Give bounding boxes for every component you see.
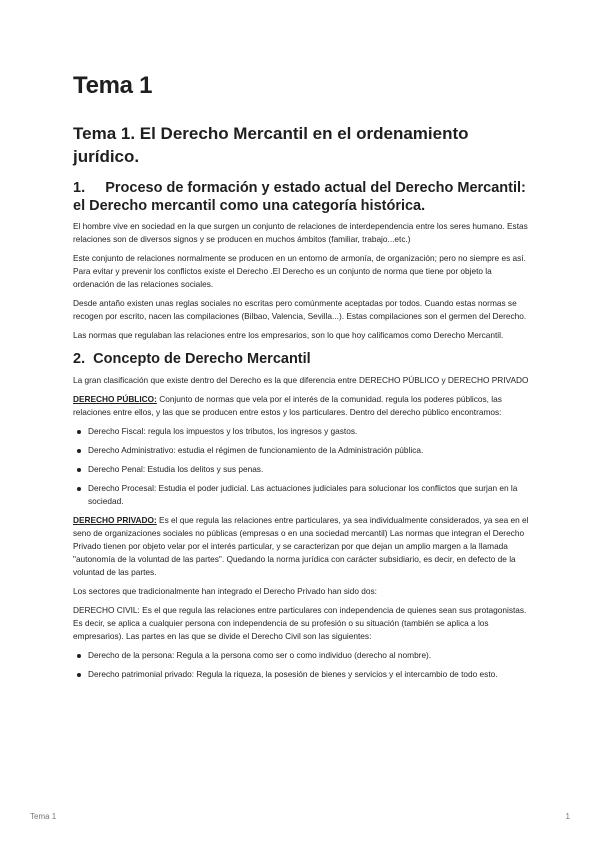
derecho-civil-paragraph: DERECHO CIVIL: Es el que regula las relaciones entre particulares con independencia de quienes sean sus protagonistas. Es decir, se aplica a cualquier persona con independencia de su profesión o su situación (también se aplica a los empresarios). Las partes en las que se divide el Derecho Civil son las siguientes: xyxy=(73,605,527,641)
footer-title: Tema 1 xyxy=(30,812,57,821)
derecho-publico-list xyxy=(73,425,529,508)
list-item: Derecho Fiscal: regula los impuestos y los tributos, los ingresos y gastos. xyxy=(88,425,529,438)
derecho-privado-text: Es el que regula las relaciones entre particulares, ya sea individualmente considerados, ya sea en el seno de organizaciones sociales no públicas (empresas o en una sociedad mercantil) Las normas que integran el Derecho Privado tienen por objeto velar por el interés particular, y se caracterizan por que dejan un amplio margen a la llamada "autonomía de la voluntad de las partes". Quedando la norma jurídica con carácter subsidiario, es decir, en defecto de la voluntad de las partes. xyxy=(73,515,529,577)
derecho-publico-paragraph xyxy=(73,393,529,419)
main-heading: Tema 1. El Derecho Mercantil en el ordenamiento jurídico. xyxy=(73,124,469,166)
derecho-publico-label: DERECHO PÚBLICO: xyxy=(73,394,157,404)
page-footer xyxy=(30,812,570,821)
list-item: Derecho Penal: Estudia los delitos y sus penas. xyxy=(88,463,529,476)
section-2-heading: 2. Concepto de Derecho Mercantil xyxy=(73,351,311,367)
paragraph: Este conjunto de relaciones normalmente se producen en un entorno de armonía, de organización; pero no siempre es así. Para evitar y prevenir los conflictos existe el Derecho .El Derecho es un conjunto de norma que tiene por objeto la ordenación de las relaciones sociales. xyxy=(73,253,526,289)
derecho-privado-label: DERECHO PRIVADO: xyxy=(73,515,157,525)
paragraph: Desde antaño existen unas reglas sociales no escritas pero comúnmente aceptadas por todos. Cuando estas normas se recogen por escrito, nacen las compilaciones (Bilbao, Valencia, Sevilla...). Estas compilaciones son el germen del Derecho. xyxy=(73,298,527,321)
list-item: Derecho Procesal: Estudia el poder judicial. Las actuaciones judiciales para solucionar los conflictos que surjan en la sociedad. xyxy=(88,482,529,508)
derecho-publico-text: Conjunto de normas que vela por el interés de la comunidad. regula los poderes públicos, las relaciones entre ellos, y las que se producen entre estos y los particulares. Dentro del derecho público encontramos: xyxy=(73,394,502,417)
list-item: Derecho Administrativo: estudia el régimen de funcionamiento de la Administración pública. xyxy=(88,444,529,457)
paragraph: El hombre vive en sociedad en la que surgen un conjunto de relaciones de interdependencia entre los seres humano. Estas relaciones son de diversos signos y se producen en muchos ámbitos (familiar, trabajo...etc.) xyxy=(73,221,528,244)
document-title: Tema 1 xyxy=(73,72,153,99)
document-page xyxy=(73,72,529,687)
section-1-heading: 1. Proceso de formación y estado actual del Derecho Mercantil: el Derecho mercantil como una categoría histórica. xyxy=(73,180,526,214)
paragraph: La gran clasificación que existe dentro del Derecho es la que diferencia entre DERECHO PÚBLICO y DERECHO PRIVADO xyxy=(73,375,529,385)
derecho-civil-list xyxy=(73,649,529,681)
list-item: Derecho patrimonial privado: Regula la riqueza, la posesión de bienes y servicios y el intercambio de todo esto. xyxy=(88,668,529,681)
paragraph: Las normas que regulaban las relaciones entre los empresarios, son lo que hoy calificamos como Derecho Mercantil. xyxy=(73,330,504,340)
list-item: Derecho de la persona: Regula a la persona como ser o como individuo (derecho al nombre). xyxy=(88,649,529,662)
derecho-privado-paragraph xyxy=(73,514,529,579)
paragraph: Los sectores que tradicionalmente han integrado el Derecho Privado han sido dos: xyxy=(73,586,377,596)
page-number: 1 xyxy=(565,812,570,821)
